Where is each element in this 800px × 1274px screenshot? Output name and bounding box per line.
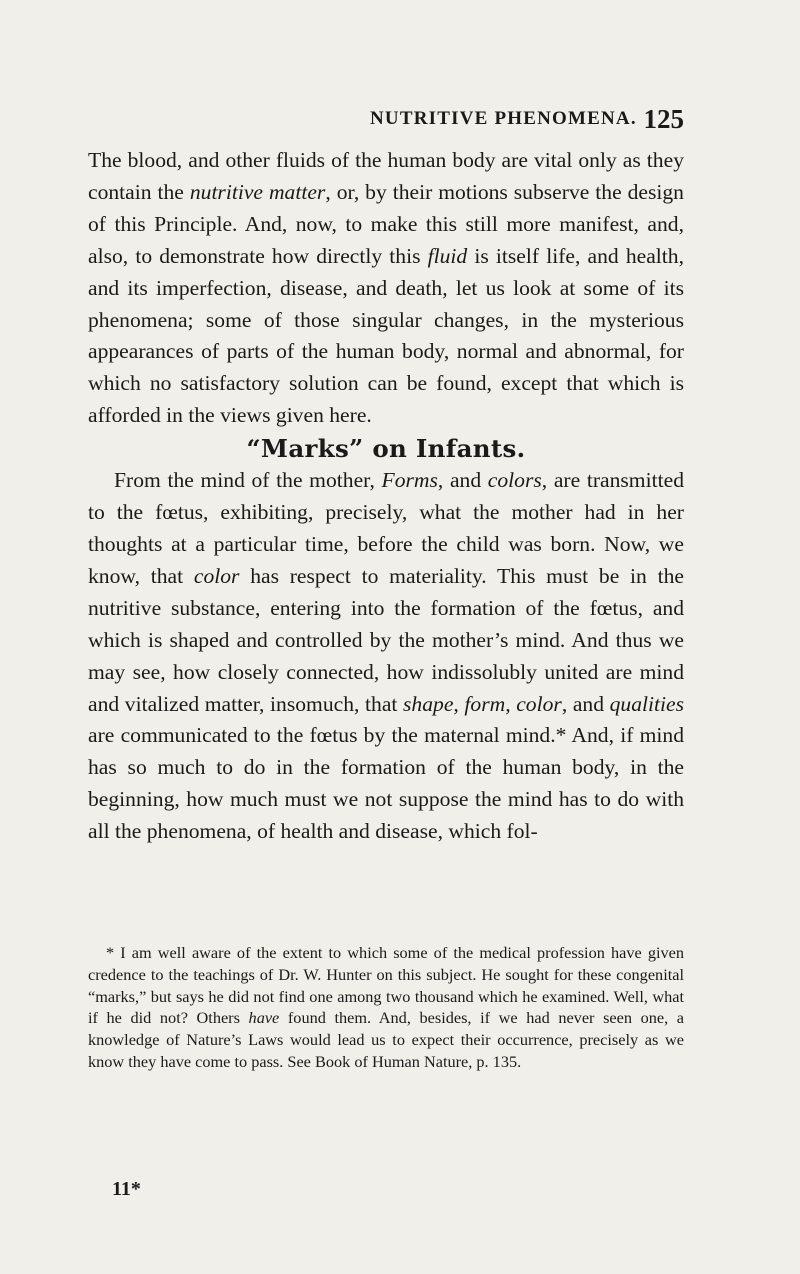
text-run: found them. And, besides, if we had never seen one, a knowledge of Nature’s Laws would lead us to expect their occurrence, precisely as we know they have come to pass. See Book of Human Nature, p. 135.	[88, 1008, 685, 1071]
emphasis-run: fluid	[427, 243, 468, 268]
text-run: , are transmitted to the fœtus, exhibiting, precisely, what the mother had in her thoughts at a particular time, before the child was born. Now, we know, that	[88, 468, 684, 588]
emphasis-run: nutritive matter	[189, 179, 326, 204]
emphasis-run: shape, form, color	[403, 691, 562, 716]
body-text	[88, 145, 684, 848]
text-run: The blood, and other fluids of the human body are vital only as they contain the	[88, 148, 684, 204]
paragraph-intro	[88, 145, 684, 432]
running-head	[88, 104, 684, 134]
section-heading: “Marks” on Infants.	[246, 434, 526, 464]
text-run: From the mind of the mother,	[114, 468, 382, 493]
text-run: , and	[437, 468, 488, 493]
text-run: * I am well aware of the extent to which some of the medical profession have given credence to the teachings of Dr. W. Hunter on this subject. He sought for these congenital “marks,” but says he did not find one among two thousand which he examined. Well, what if he did not? Others	[88, 943, 684, 1028]
text-run: are communicated to the fœtus by the maternal mind.* And, if mind has so much to do in the formation of the human body, in the beginning, how much must we not suppose the mind has to do with all the phenomena, of health and disease, which fol-	[88, 723, 684, 844]
footnote	[88, 942, 684, 1073]
emphasis-run: Forms	[381, 468, 438, 493]
signature-mark: 11*	[112, 1178, 141, 1200]
running-title: NUTRITIVE PHENOMENA.	[370, 108, 637, 129]
text-run: has respect to materiality. This must be in the nutritive substance, entering into the formation of the fœtus, and which is shaped and controlled by the mother’s mind. And thus we may see, how closely connected, how indissolubly united are mind and vitalized matter, insomuch, that	[88, 563, 684, 716]
paragraph-marks	[88, 465, 684, 848]
emphasis-run: color	[193, 563, 240, 588]
page-number: 125	[643, 104, 684, 134]
text-run: , or, by their motions subserve the design of this Principle. And, now, to make this still more manifest, and, also, to demonstrate how directly this	[88, 179, 684, 268]
emphasis-run: colors	[487, 468, 542, 493]
emphasis-run: have	[248, 1008, 280, 1028]
text-run: , and	[561, 691, 610, 716]
emphasis-run: qualities	[609, 691, 685, 716]
text-run: is itself life, and health, and its imperfection, disease, and death, let us look at some of its phenomena; some of those singular changes, in the mysterious appearances of parts of the human body, normal and abnormal, for which no satisfactory solution can be found, except that which is afforded in the views given here.	[88, 243, 684, 428]
